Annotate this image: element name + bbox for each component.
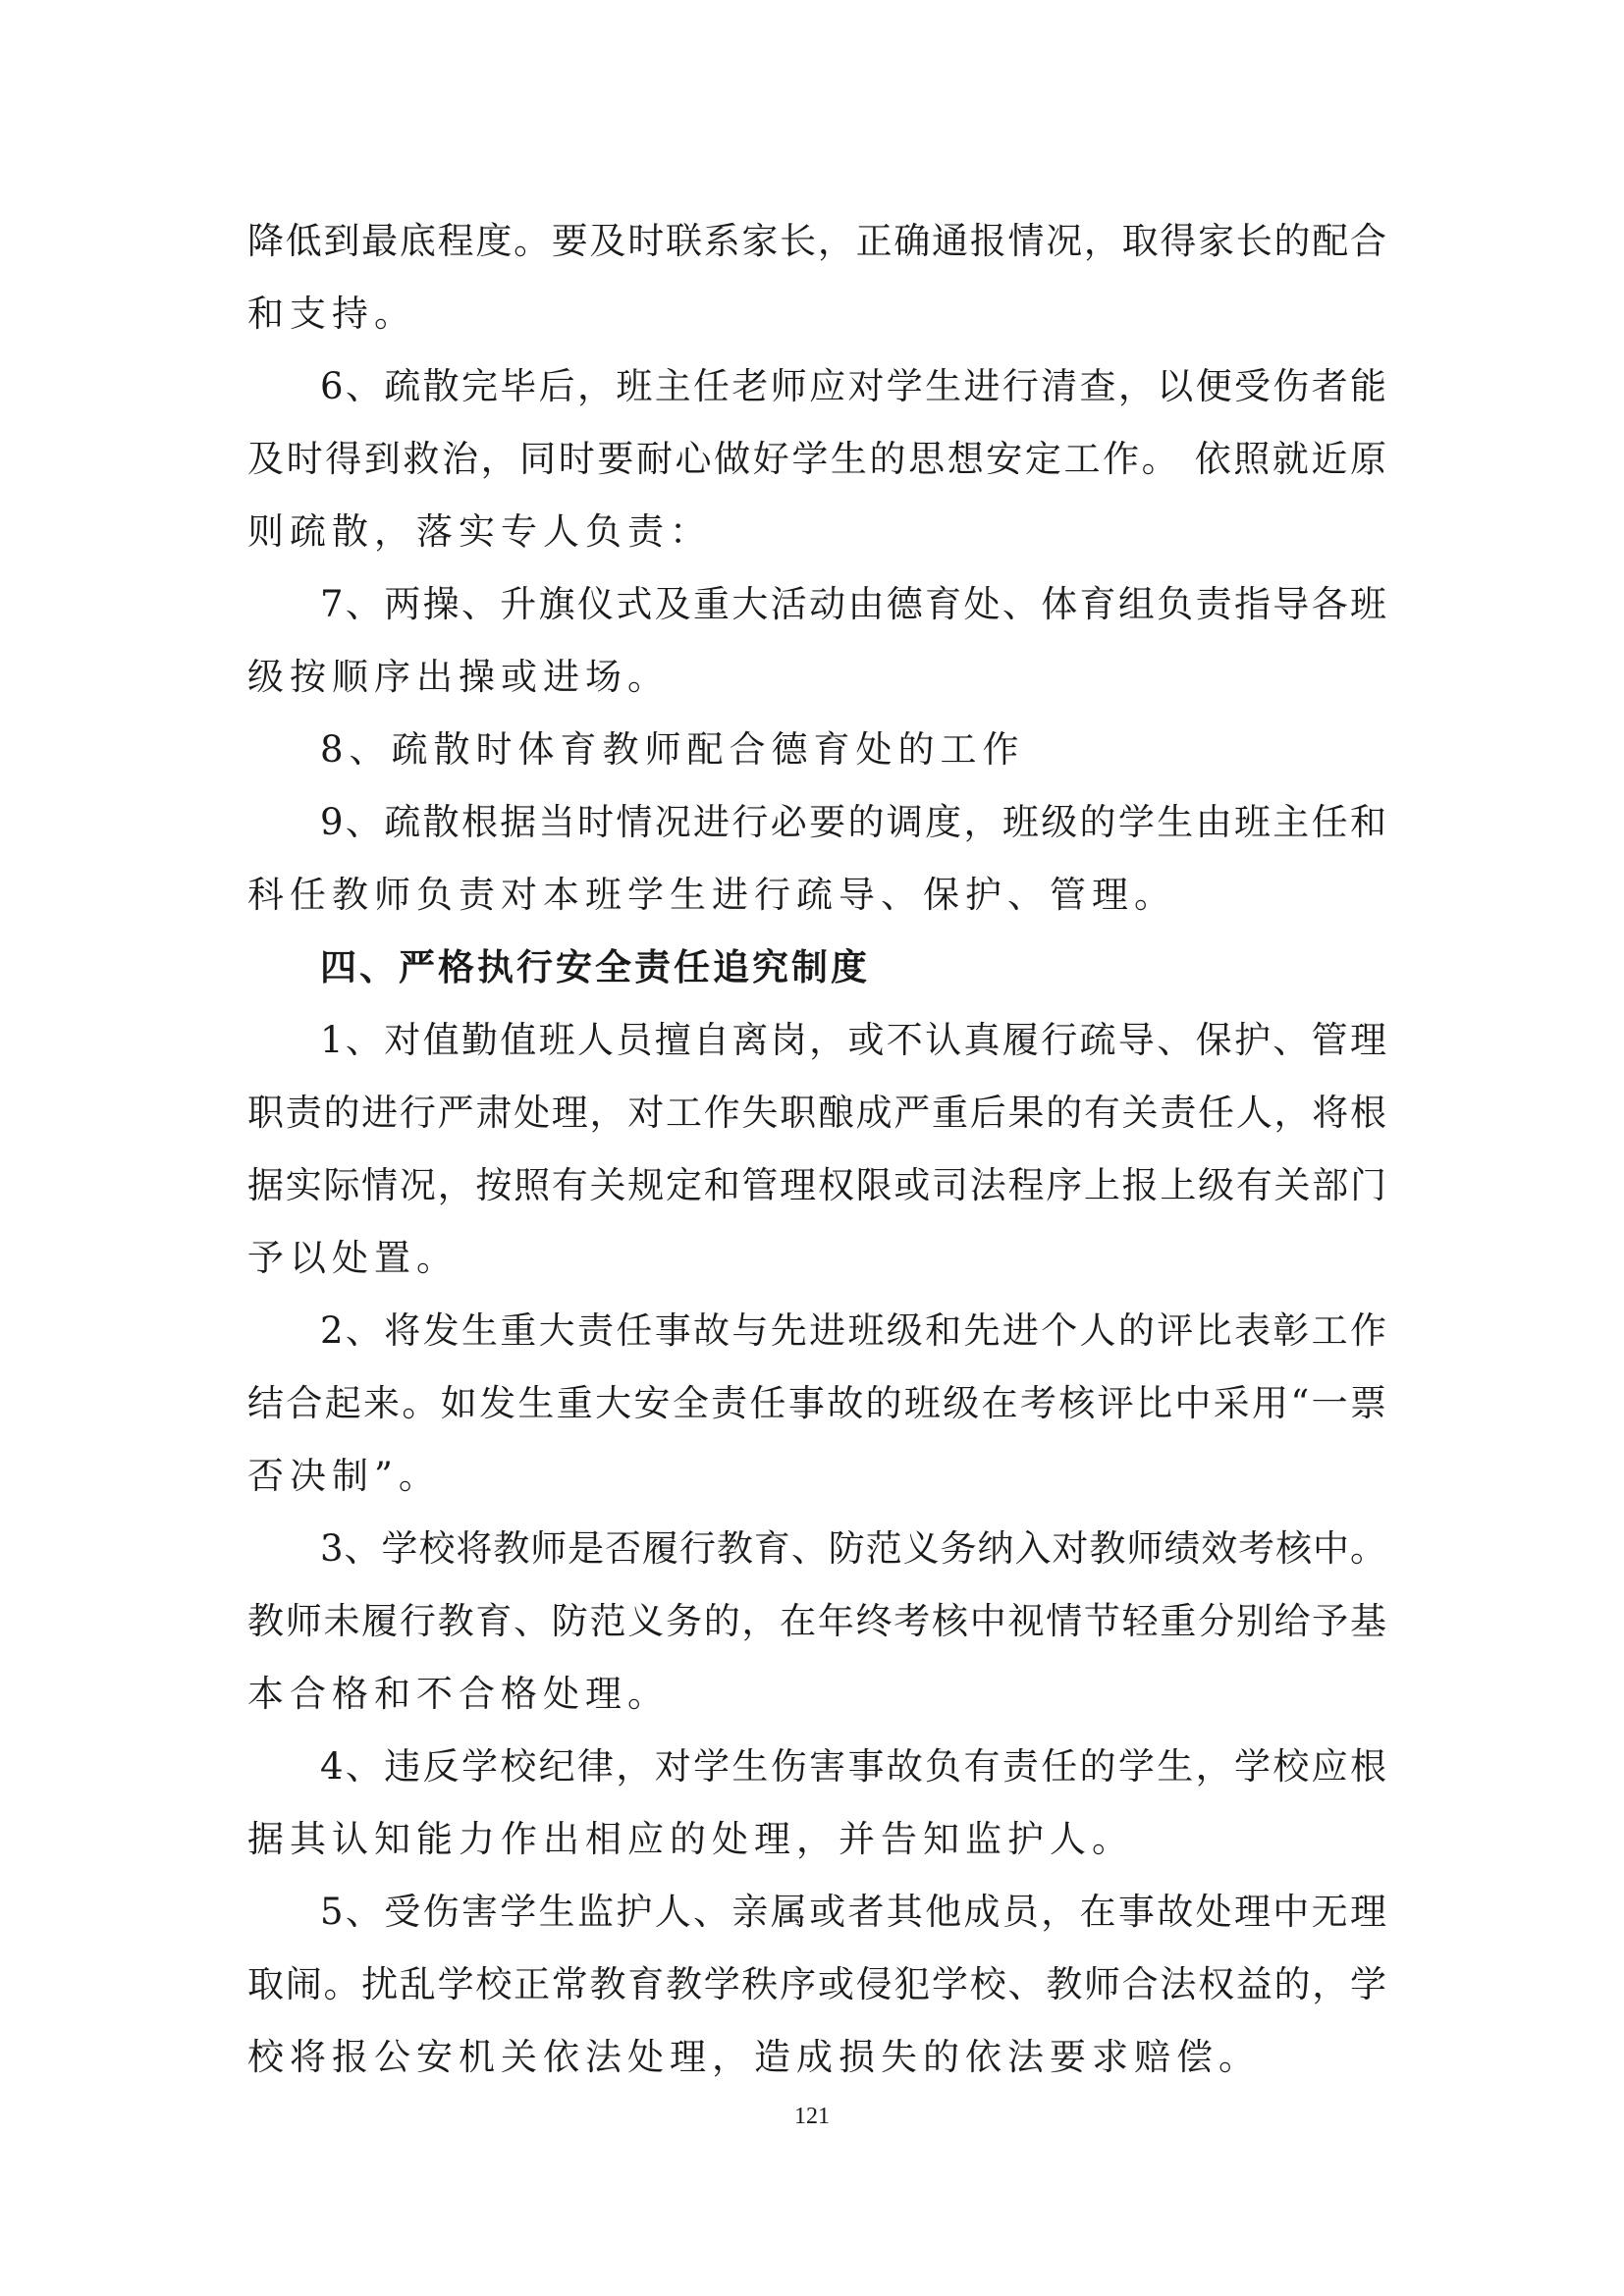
body-text-line: 校将报公安机关依法处理，造成损失的依法要求赔偿。 — [247, 2036, 1261, 2078]
list-item-2: 2、将发生重大责任事故与先进班级和先进个人的评比表彰工作 — [320, 1309, 1386, 1352]
body-text-line: 科任教师负责对本班学生进行疏导、保护、管理。 — [247, 874, 1176, 916]
body-text-line: 本合格和不合格处理。 — [247, 1673, 670, 1715]
list-item-8: 8、疏散时体育教师配合德育处的工作 — [320, 728, 1025, 771]
page-number: 121 — [794, 2104, 830, 2129]
body-text-line: 级按顺序出操或进场。 — [247, 656, 670, 698]
list-item-7: 7、两操、升旗仪式及重大活动由德育处、体育组负责指导各班 — [320, 583, 1386, 625]
body-text-line: 取闹。扰乱学校正常教育教学秩序或侵犯学校、教师合法权益的，学 — [247, 1963, 1386, 2005]
body-text-line: 予以处置。 — [247, 1237, 459, 1279]
list-item-1: 1、对值勤值班人员擅自离岗，或不认真履行疏导、保护、管理 — [320, 1019, 1386, 1061]
body-text-line: 教师未履行教育、防范义务的，在年终考核中视情节轻重分别给予基 — [247, 1600, 1386, 1642]
body-text-line: 则疏散，落实专人负责： — [247, 510, 712, 553]
list-item-3: 3、学校将教师是否履行教育、防范义务纳入对教师绩效考核中。 — [320, 1527, 1386, 1570]
body-text-line: 否决制”。 — [247, 1455, 441, 1497]
body-text-line: 降低到最底程度。要及时联系家长，正确通报情况，取得家长的配合 — [247, 220, 1386, 262]
list-item-5: 5、受伤害学生监护人、亲属或者其他成员，在事故处理中无理 — [320, 1891, 1386, 1933]
body-text-line: 职责的进行严肃处理，对工作失职酿成严重后果的有关责任人，将根 — [247, 1092, 1386, 1134]
body-text-line: 及时得到救治，同时要耐心做好学生的思想安定工作。 依照就近原 — [247, 438, 1386, 480]
list-item-4: 4、违反学校纪律，对学生伤害事故负有责任的学生，学校应根 — [320, 1745, 1386, 1788]
list-item-6: 6、疏散完毕后，班主任老师应对学生进行清查，以便受伤者能 — [320, 365, 1386, 407]
body-text-line: 据实际情况，按照有关规定和管理权限或司法程序上报上级有关部门 — [247, 1164, 1386, 1206]
list-item-9: 9、疏散根据当时情况进行必要的调度，班级的学生由班主任和 — [320, 801, 1386, 843]
body-text-line: 结合起来。如发生重大安全责任事故的班级在考核评比中采用“一票 — [247, 1382, 1386, 1424]
section-heading: 四、严格执行安全责任追究制度 — [320, 946, 870, 988]
body-text-line: 据其认知能力作出相应的处理，并告知监护人。 — [247, 1818, 1134, 1860]
body-text-line: 和支持。 — [247, 293, 416, 335]
